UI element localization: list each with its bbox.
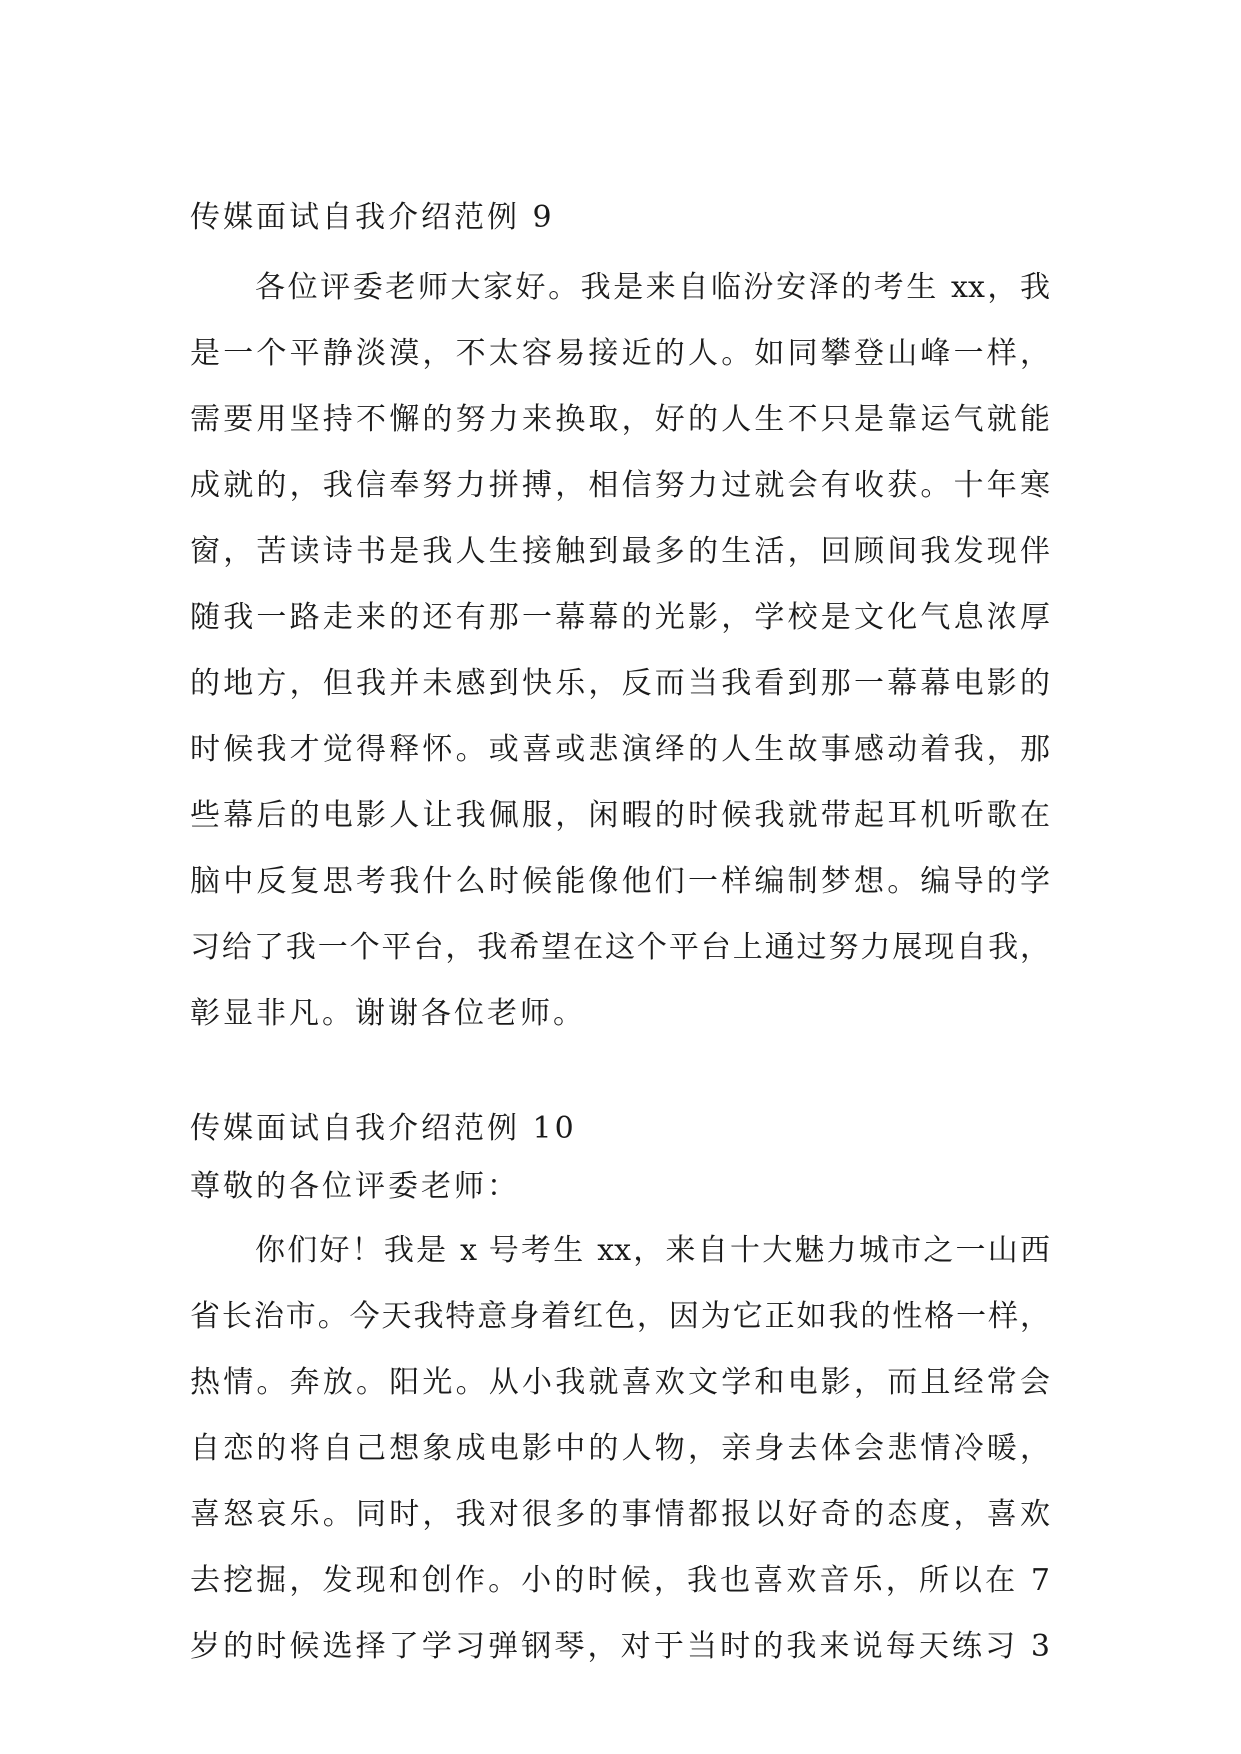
- section-10-paragraph-line: 热情。奔放。阳光。从小我就喜欢文学和电影，而且经常会: [190, 1365, 1050, 1400]
- section-9-paragraph-line: 随我一路走来的还有那一幕幕的光影，学校是文化气息浓厚: [190, 600, 1050, 635]
- section-10-paragraph-line: 去挖掘，发现和创作。小的时候，我也喜欢音乐，所以在 7: [190, 1563, 1050, 1598]
- section-9-paragraph-line: 些幕后的电影人让我佩服，闲暇的时候我就带起耳机听歌在: [190, 798, 1050, 833]
- section-10-title: 传媒面试自我介绍范例 10: [190, 1111, 577, 1146]
- section-9-paragraph-line: 窗，苦读诗书是我人生接触到最多的生活，回顾间我发现伴: [190, 534, 1050, 569]
- section-9-paragraph-last-line: 彰显非凡。谢谢各位老师。: [190, 996, 586, 1031]
- section-10-paragraph-line: 省长治市。今天我特意身着红色，因为它正如我的性格一样，: [190, 1299, 1050, 1334]
- section-9-paragraph-line: 脑中反复思考我什么时候能像他们一样编制梦想。编导的学: [190, 864, 1050, 899]
- section-9-title: 传媒面试自我介绍范例 9: [190, 200, 555, 235]
- section-9-paragraph-line: 的地方，但我并未感到快乐，反而当我看到那一幕幕电影的: [190, 666, 1050, 701]
- section-9-paragraph-line: 需要用坚持不懈的努力来换取，好的人生不只是靠运气就能: [190, 402, 1050, 437]
- section-10-salutation: 尊敬的各位评委老师：: [190, 1169, 520, 1204]
- section-9-paragraph-line: 成就的，我信奉努力拼搏，相信努力过就会有收获。十年寒: [190, 468, 1050, 503]
- section-9-paragraph-line: 时候我才觉得释怀。或喜或悲演绎的人生故事感动着我，那: [190, 732, 1050, 767]
- section-10-paragraph-line: 岁的时候选择了学习弹钢琴，对于当时的我来说每天练习 3: [190, 1629, 1050, 1664]
- section-10-paragraph-line: 自恋的将自己想象成电影中的人物，亲身去体会悲情冷暖，: [190, 1431, 1050, 1466]
- section-10-paragraph-line: 喜怒哀乐。同时，我对很多的事情都报以好奇的态度，喜欢: [190, 1497, 1050, 1532]
- section-9-paragraph-line: 各位评委老师大家好。我是来自临汾安泽的考生 xx，我: [255, 270, 1050, 305]
- section-9-paragraph-line: 是一个平静淡漠，不太容易接近的人。如同攀登山峰一样，: [190, 336, 1050, 371]
- section-10-paragraph-line: 你们好！我是 x 号考生 xx，来自十大魅力城市之一山西: [255, 1233, 1050, 1268]
- section-9-paragraph-line: 习给了我一个平台，我希望在这个平台上通过努力展现自我，: [190, 930, 1050, 965]
